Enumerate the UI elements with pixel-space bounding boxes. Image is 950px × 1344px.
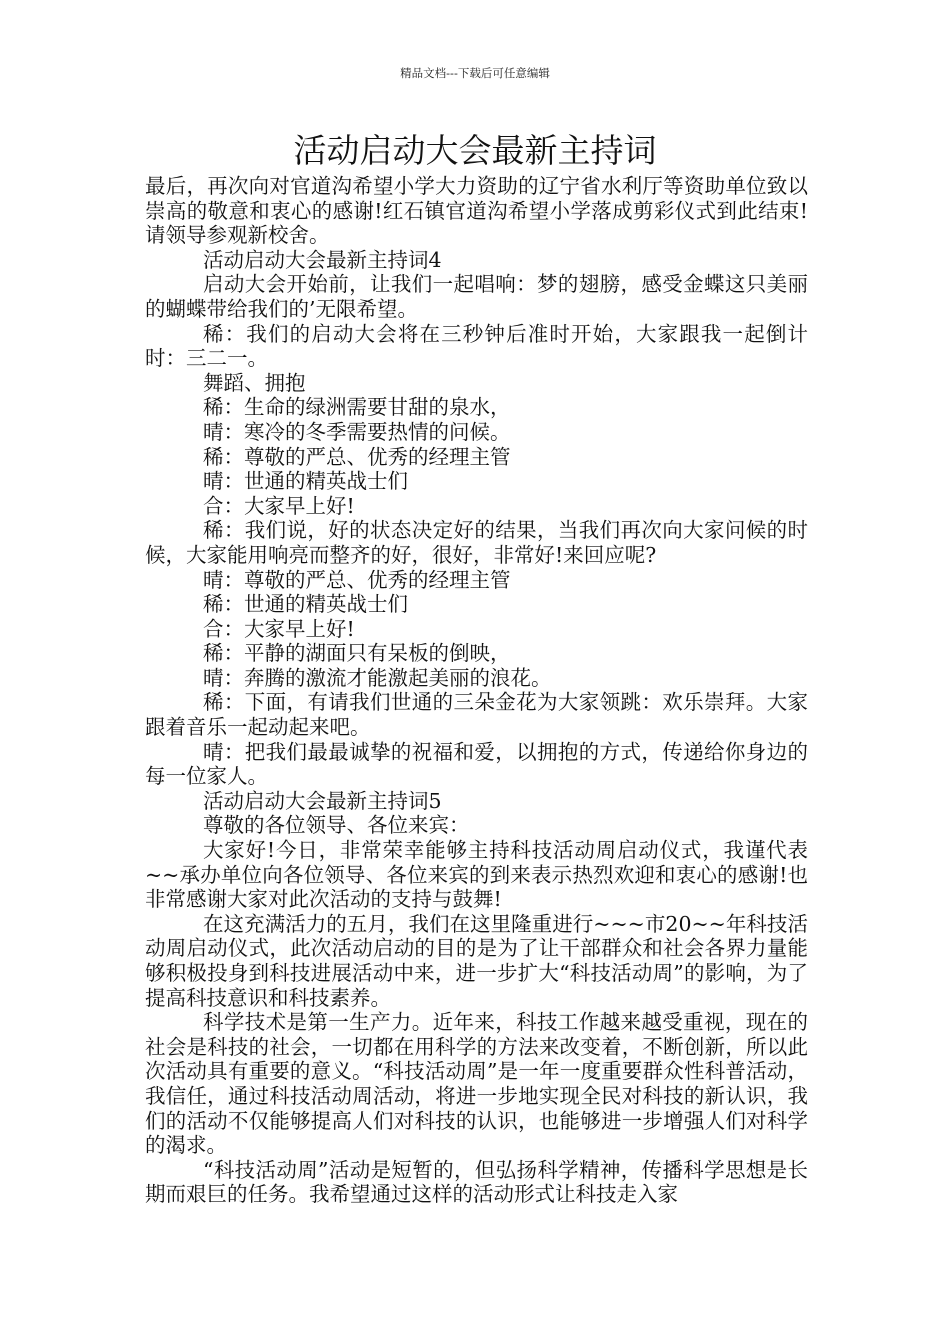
dialogue-line: 晴：尊敬的严总、优秀的经理主管 [203, 567, 511, 592]
dialogue-line: 稀：尊敬的严总、优秀的经理主管 [203, 444, 511, 469]
page-header: 精品文档---下载后可任意编辑 [400, 66, 550, 80]
section-heading: 活动启动大会最新主持词4 [203, 247, 442, 272]
document-body [145, 174, 808, 1207]
dialogue-line: 稀：我们的启动大会将在三秒钟后准时开始，大家跟我一起倒计时：三二一。 [145, 321, 808, 371]
dialogue-line: 稀：下面，有请我们世通的三朵金花为大家领跳：欢乐崇拜。大家跟着音乐一起动起来吧。 [145, 690, 808, 740]
paragraph: 启动大会开始前，让我们一起唱响：梦的翅膀，感受金蝶这只美丽的蝴蝶带给我们的’无限希望。 [145, 272, 808, 321]
dialogue-line: 稀：我们说，好的状态决定好的结果，当我们再次向大家问候的时候，大家能用响亮而整齐的好，很好，非常好!来回应呢? [145, 518, 808, 567]
dialogue-line: 晴：寒冷的冬季需要热情的问候。 [203, 419, 511, 444]
dialogue-line: 合：大家早上好! [203, 493, 355, 518]
paragraph: 科学技术是第一生产力。近年来，科技工作越来越受重视，现在的社会是科技的社会，一切都在用科学的方法来改变着，不断创新，所以此次活动具有重要的意义。“科技活动周”是一年一度重要群众性科普活动，我信任，通过科技活动周活动，将进一步地实现全民对科技的新认识，我们的活动不仅能够提高人们对科技的认识，也能够进一步增强人们对科学的渴求。 [145, 1010, 808, 1158]
document-title: 活动启动大会最新主持词 [293, 131, 657, 170]
dialogue-line: 合：大家早上好! [203, 616, 355, 641]
dialogue-line: 晴：世通的精英战士们 [203, 469, 408, 494]
paragraph: “科技活动周”活动是短暂的，但弘扬科学精神，传播科学思想是长期而艰巨的任务。我希望通过这样的活动形式让科技走入家 [145, 1157, 808, 1207]
dialogue-line: 晴：把我们最最诚挚的祝福和爱，以拥抱的方式，传递给你身边的每一位家人。 [145, 739, 808, 789]
dialogue-line: 稀：生命的绿洲需要甘甜的泉水， [203, 395, 511, 420]
paragraph: 最后，再次向对官道沟希望小学大力资助的辽宁省水利厅等资助单位致以崇高的敬意和衷心的感谢!红石镇官道沟希望小学落成剪彩仪式到此结束!请领导参观新校舍。 [145, 174, 808, 248]
dialogue-line: 稀：世通的精英战士们 [203, 592, 408, 617]
dialogue-line: 稀：平静的湖面只有呆板的倒映， [203, 641, 511, 666]
stage-direction: 舞蹈、拥抱 [203, 370, 306, 395]
salutation: 尊敬的各位领导、各位来宾： [203, 813, 470, 838]
section-heading: 活动启动大会最新主持词5 [203, 788, 442, 813]
dialogue-line: 晴：奔腾的激流才能激起美丽的浪花。 [203, 665, 552, 690]
paragraph: 大家好!今日，非常荣幸能够主持科技活动周启动仪式，我谨代表~~承办单位向各位领导、各位来宾的到来表示热烈欢迎和衷心的感谢!也非常感谢大家对此次活动的支持与鼓舞! [145, 838, 808, 912]
paragraph: 在这充满活力的五月，我们在这里隆重进行~~~市20~~年科技活动周启动仪式，此次活动启动的目的是为了让干部群众和社会各界力量能够积极投身到科技进展活动中来，进一步扩大“科技活动周”的影响，为了提高科技意识和科技素养。 [145, 911, 808, 1010]
